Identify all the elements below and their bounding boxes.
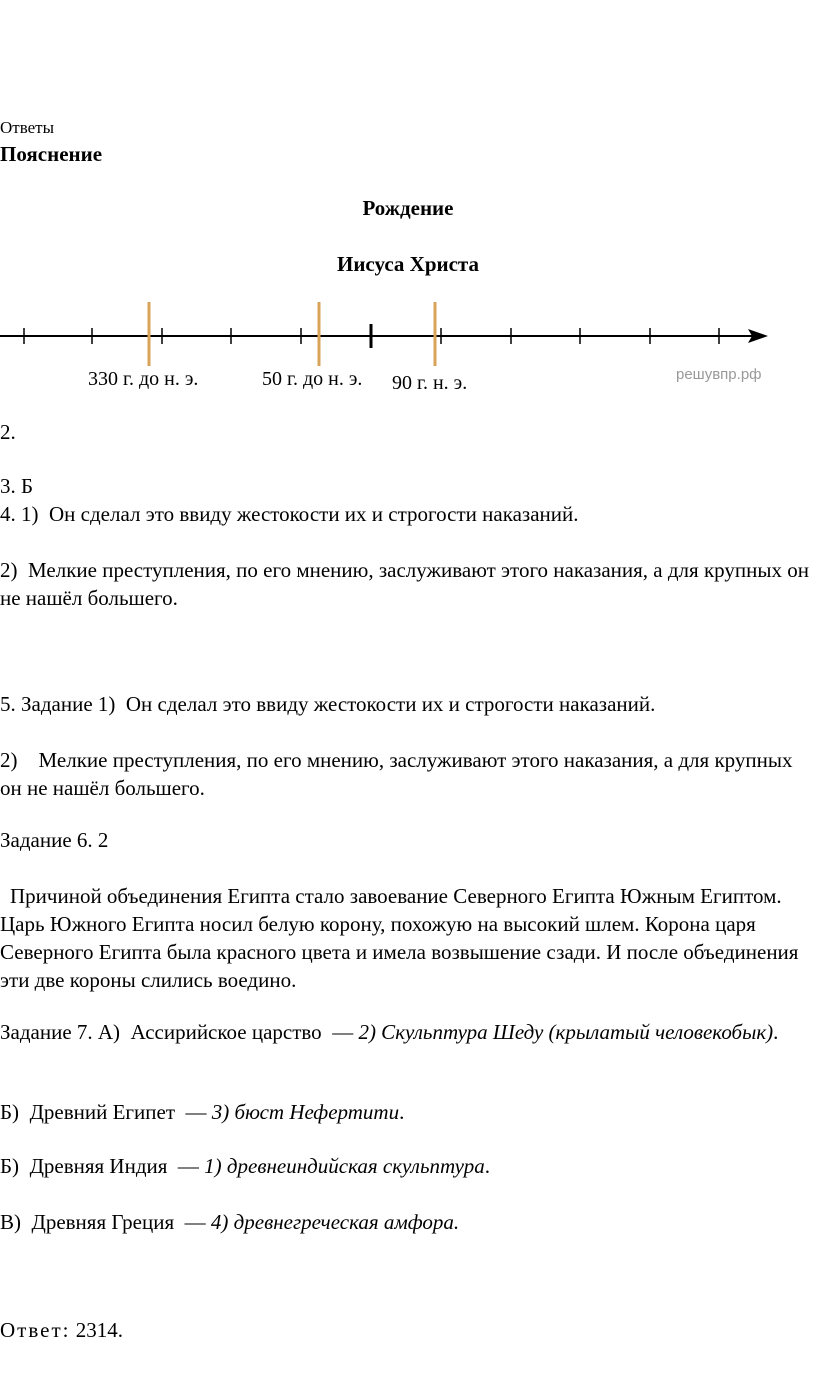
answer-7-b-label: Древний Египет [29, 1100, 176, 1124]
answer-4-item-2-prefix: 2) [0, 558, 18, 582]
answer-4-item-1 [0, 502, 578, 527]
answer-4-item-1-prefix: 4. 1) [0, 502, 39, 526]
timeline-label-330bc: 330 г. до н. э. [88, 368, 199, 390]
answer-6-title: Задание 6. 2 [0, 828, 109, 852]
answer-7-v [0, 1210, 459, 1235]
timeline-title-line2: Иисуса Христа [337, 252, 479, 276]
answer-4-item-2-text: Мелкие преступления, по его мнению, заслуживают этого наказания, а для крупных он не нашёл большего. [0, 558, 809, 610]
answer-5-item-1 [0, 692, 655, 717]
answer-7-b2 [0, 1154, 490, 1179]
answer-5-item-2-prefix: 2) [0, 748, 18, 772]
watermark: решувпр.рф [676, 366, 762, 383]
final-answer [0, 1318, 123, 1343]
answers-label: Ответы [0, 118, 55, 137]
answer-5-item-1-text: Он сделал это ввиду жестокости их и строгости наказаний. [125, 692, 656, 716]
answer-7-a-answer: 2) Скульптура Шеду (крылатый человекобык) [358, 1020, 774, 1044]
answer-3: 3. Б [0, 474, 34, 498]
answer-7-v-answer: 4) древнегреческая амфора [210, 1210, 454, 1234]
answer-7-a-label: Ассирийское царство [130, 1020, 322, 1044]
answer-7-b-answer: 3) бюст Нефертити [211, 1100, 400, 1124]
answer-7-b2-period: . [484, 1154, 490, 1178]
answer-2: 2. [0, 420, 16, 444]
answer-7-b2-dash: — [177, 1154, 199, 1178]
answer-7-a-dash: — [332, 1020, 354, 1044]
answer-6-text: Причиной объединения Египта стало завоевание Северного Египта Южным Египтом. Царь Южного Египта носил белую корону, похожую на высокий шлем. Корона царя Северного Египта была красного цвета и имела возвышение сзади. И после объединения эти две короны слились воедино. [0, 884, 799, 992]
answer-7-v-prefix: В) [0, 1210, 21, 1234]
answer-7-v-period: . [453, 1210, 460, 1234]
answer-7-b2-answer: 1) древнеиндийская скульптура [204, 1154, 485, 1178]
answer-7-a-period: . [773, 1020, 779, 1044]
answer-5-item-1-prefix: 5. Задание 1) [0, 692, 116, 716]
answer-7-a-prefix: Задание 7. А) [0, 1020, 121, 1044]
answer-7-a [0, 1018, 810, 1046]
answer-7-v-label: Древняя Греция [31, 1210, 175, 1234]
answer-7-b-period: . [399, 1100, 405, 1124]
answer-7-b [0, 1100, 404, 1125]
answer-7-b2-label: Древняя Индия [29, 1154, 168, 1178]
timeline-title-line1: Рождение [362, 196, 454, 220]
answer-7-b-dash: — [185, 1100, 207, 1124]
final-answer-value: 2314. [75, 1318, 123, 1342]
timeline-axis [0, 296, 816, 376]
answer-4-item-2 [0, 556, 810, 612]
timeline-label-90ad: 90 г. н. э. [392, 372, 468, 394]
answer-7-b2-prefix: Б) [0, 1154, 20, 1178]
timeline-label-50bc: 50 г. до н. э. [262, 368, 363, 390]
answer-7-b-prefix: Б) [0, 1100, 20, 1124]
answer-5-item-2-text: Мелкие преступления, по его мнению, заслуживают этого наказания, а для крупных он не нашёл большего. [0, 748, 793, 800]
answer-7-v-dash: — [184, 1210, 206, 1234]
explanation-heading: Пояснение [0, 142, 103, 166]
final-answer-label: Ответ: [0, 1318, 71, 1342]
answer-5-item-2 [0, 746, 810, 802]
answer-4-item-1-text: Он сделал это ввиду жестокости их и строгости наказаний. [49, 502, 579, 526]
